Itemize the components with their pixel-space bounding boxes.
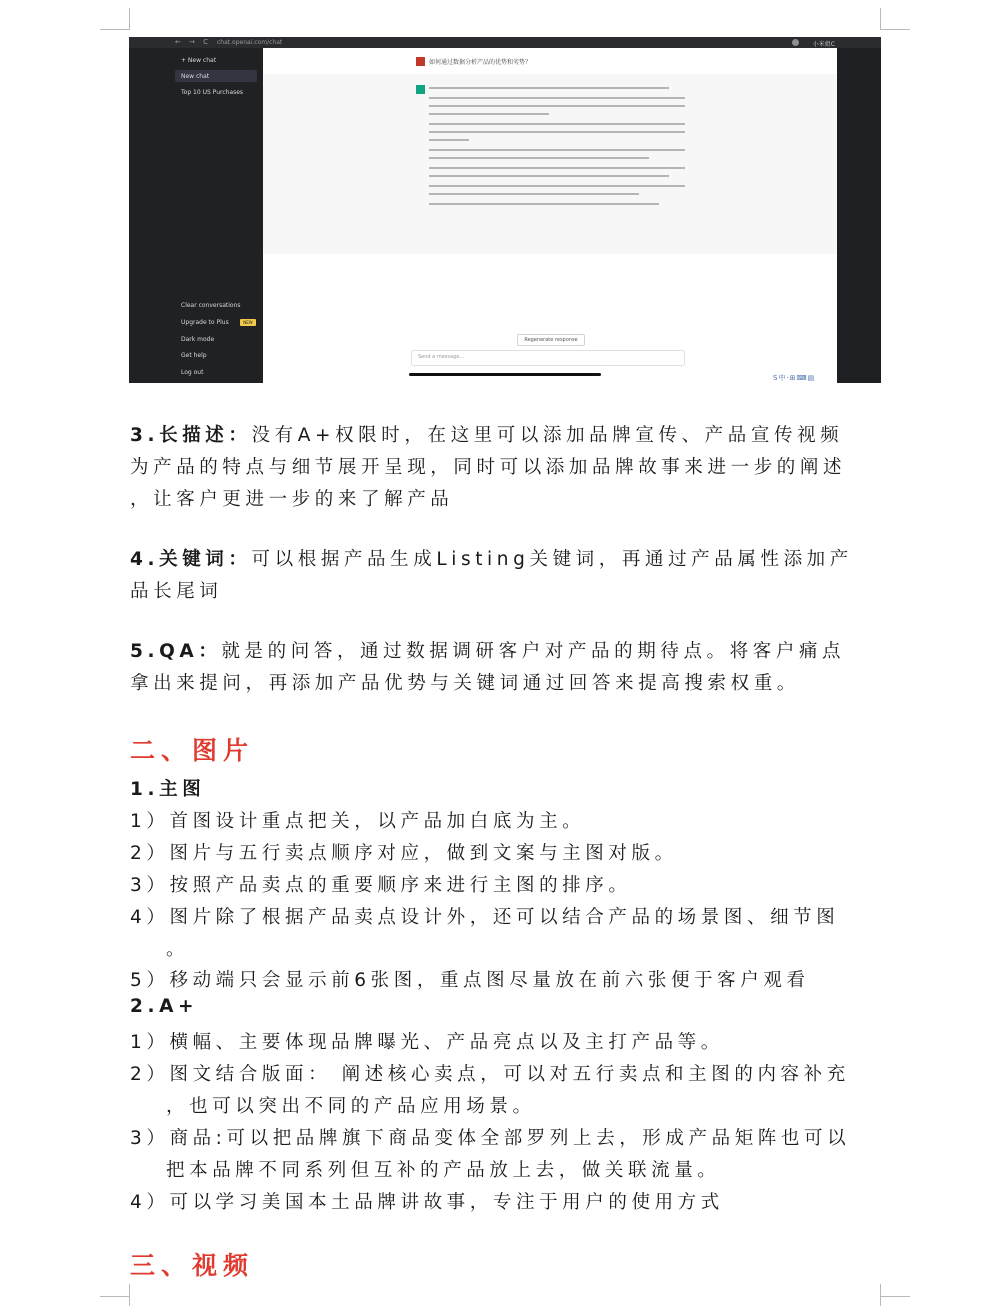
item3-line2: 为产品的特点与细节展开呈现，同时可以添加品牌故事来进一步的阐述 [130,457,847,478]
crop-mark [100,1296,130,1297]
sidebar-item-chat[interactable]: Top 10 US Purchases [181,89,244,96]
chat-sidebar [129,48,263,383]
list-item-continuation: 把本品牌不同系列但互补的产品放上去，做关联流量。 [166,1160,721,1181]
crop-mark [129,1284,130,1306]
scrollbar[interactable] [409,373,601,376]
answer-text-line [429,203,659,205]
section-heading-video: 三、视频 [130,1251,255,1280]
sidebar-get-help[interactable]: Get help [181,352,207,359]
question-row [263,48,837,74]
answer-text-line [429,193,639,195]
list-item-continuation: ，也可以突出不同的产品应用场景。 [166,1096,536,1117]
crop-mark [880,1296,910,1297]
list-item-continuation: 。 [166,939,190,960]
crop-mark [880,1284,881,1306]
item5-text: 就是的问答，通过数据调研客户对产品的期待点。将客户痛点 [221,641,846,662]
answer-text-line [429,175,669,177]
answer-text-line [429,185,685,187]
answer-text-line [429,105,685,107]
item4-line2: 品长尾词 [130,581,223,602]
item5-label: 5.QA： [130,641,222,662]
browser-user-name: 小米姐C [812,41,835,48]
list-item: 3）按照产品卖点的重要顺序来进行主图的排序。 [130,875,632,896]
list-item: 4）可以学习美国本土品牌讲故事，专注于用户的使用方式 [130,1192,724,1213]
answer-text-line [429,113,549,115]
crop-mark [880,29,910,30]
item3-text: 没有A+权限时，在这里可以添加品牌宣传、产品宣传视频 [251,425,844,446]
item3-line1 [130,420,880,452]
list-item: 1）横幅、主要体现品牌曝光、产品亮点以及主打产品等。 [130,1032,724,1053]
question-text: 如何通过数据分析产品的优势和劣势？ [429,59,532,66]
item5-line1 [130,636,880,668]
answer-text-line [429,157,649,159]
item4-line1 [130,544,880,576]
subheading-aplus: 2.A+ [130,996,199,1017]
message-input[interactable] [411,350,685,366]
sidebar-log-out[interactable]: Log out [181,369,204,376]
regenerate-button[interactable]: Regenerate response [517,334,585,346]
new-chat-button[interactable]: + New chat [181,57,217,64]
window-margin [837,48,881,383]
answer-text-line [429,139,469,141]
answer-text-line [429,97,685,99]
list-item: 5）移动端只会显示前6张图，重点图尽量放在前六张便于客户观看 [130,970,810,991]
list-item: 3）商品:可以把品牌旗下商品变体全部罗列上去，形成产品矩阵也可以 [130,1128,851,1149]
embedded-chat-screenshot [129,37,881,383]
browser-toolbar [129,37,881,48]
list-item: 2）图片与五行卖点顺序对应，做到文案与主图对版。 [130,843,678,864]
answer-text-line [429,131,685,133]
crop-mark [100,29,130,30]
list-item: 4）图片除了根据产品卖点设计外，还可以结合产品的场景图、细节图 [130,907,840,928]
ime-toolbar-icons: S中·⊞⌨▤ [773,374,816,382]
sidebar-item-chat[interactable]: New chat [181,73,210,80]
subheading-main-image: 1.主图 [130,779,206,800]
sidebar-upgrade-plus[interactable]: Upgrade to Plus [181,319,229,326]
list-item: 1）首图设计重点把关，以产品加白底为主。 [130,811,586,832]
list-item: 2）图文结合版面： 阐述核心卖点，可以对五行卖点和主图的内容补充 [130,1064,850,1085]
item3-label: 3.长描述： [130,425,252,446]
answer-text-line [429,87,669,89]
browser-nav-icons: ← → C [175,38,212,46]
item4-text: 可以根据产品生成Listing关键词，再通过产品属性添加产 [251,549,853,570]
answer-text-line [429,123,685,125]
user-avatar-icon [416,57,425,66]
section-heading-images: 二、图片 [130,736,255,765]
item4-label: 4.关键词： [130,549,252,570]
crop-mark [880,8,881,30]
avatar [792,39,799,46]
sidebar-dark-mode[interactable]: Dark mode [181,336,215,343]
answer-row [263,74,837,254]
assistant-avatar-icon [416,85,425,94]
chat-pane [263,48,837,383]
browser-url: chat.openai.com/chat [217,39,283,46]
answer-text-line [429,167,685,169]
item5-line2: 拿出来提问，再添加产品优势与关键词通过回答来提高搜索权重。 [130,673,800,694]
answer-text-line [429,149,685,151]
sidebar-clear-conversations[interactable]: Clear conversations [181,302,241,309]
message-input-placeholder: Send a message... [418,354,465,360]
item3-line3: ，让客户更进一步的来了解产品 [130,489,454,510]
new-badge: NEW [240,319,256,326]
crop-mark [129,8,130,30]
